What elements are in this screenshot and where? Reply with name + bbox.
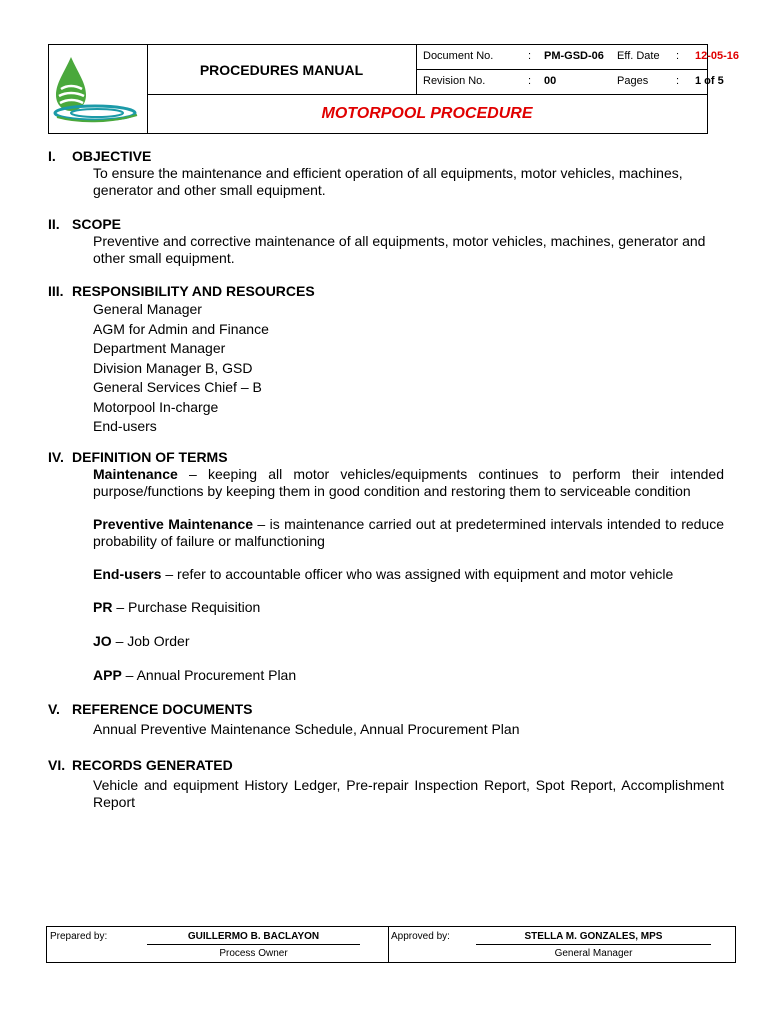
section-heading-scope: II. SCOPE — [48, 216, 122, 232]
definition: – Annual Procurement Plan — [121, 666, 297, 683]
list-item: Department Manager — [93, 340, 226, 356]
definition: – Purchase Requisition — [112, 598, 261, 615]
meta-row-2 — [417, 70, 724, 94]
records-text: Vehicle and equipment History Ledger, Pre-repair Inspection Report, Spot Report, Accomplishment Report — [93, 776, 724, 810]
list-item: Division Manager B, GSD — [93, 359, 253, 376]
eff-date-label: Eff. Date — [617, 50, 660, 62]
definition: – Job Order — [111, 632, 190, 649]
logo-cell — [49, 45, 148, 133]
term: Maintenance — [93, 465, 178, 482]
water-district-logo-icon — [49, 45, 147, 133]
eff-date-value: 12-05-16 — [695, 50, 740, 62]
approved-by-label: Approved by: — [391, 931, 450, 942]
definition-item — [93, 667, 724, 684]
revision-value: 00 — [544, 75, 557, 87]
list-item: AGM for Admin and Finance — [93, 320, 269, 337]
list-item: Motorpool In-charge — [93, 398, 219, 415]
manual-title: PROCEDURES MANUAL — [147, 45, 417, 95]
colon: : — [528, 50, 532, 62]
pages-label: Pages — [617, 75, 649, 87]
section-heading-records: VI. RECORDS GENERATED — [48, 756, 233, 773]
definition-item — [93, 633, 724, 650]
definition-item — [93, 566, 724, 583]
objective-text: To ensure the maintenance and efficient operation of all equipments, motor vehicles, machines, generator and other small equipment. — [93, 165, 683, 198]
section-heading-objective: I. OBJECTIVE — [48, 148, 152, 164]
term: End-users — [93, 565, 162, 582]
document-meta — [417, 45, 740, 95]
doc-no-value: PM-GSD-06 — [544, 50, 604, 62]
signature-line — [476, 944, 711, 945]
pages-value: 1 of 5 — [695, 75, 724, 87]
approved-by-name: STELLA M. GONZALES, MPS — [524, 931, 663, 942]
definition-item — [93, 516, 724, 550]
definitions-list — [93, 466, 724, 684]
responsibility-list — [93, 300, 724, 437]
prepared-by-block — [47, 927, 389, 962]
approved-by-block — [388, 927, 735, 962]
list-item: End-users — [93, 418, 157, 434]
references-text: Annual Preventive Maintenance Schedule, Annual Procurement Plan — [93, 720, 520, 737]
section-heading-references: V. REFERENCE DOCUMENTS — [48, 700, 253, 717]
signature-line — [147, 944, 360, 945]
procedure-title: MOTORPOOL PROCEDURE — [321, 105, 533, 122]
colon: : — [528, 75, 532, 87]
list-item: General Services Chief – B — [93, 379, 262, 395]
approved-by-role: General Manager — [554, 948, 633, 959]
term: PR — [93, 598, 113, 615]
prepared-by-name: GUILLERMO B. BACLAYON — [187, 931, 320, 942]
definition-item — [93, 599, 724, 616]
signature-footer — [46, 926, 736, 963]
document-body — [48, 148, 724, 811]
term: Preventive Maintenance — [93, 515, 254, 532]
definition: – is maintenance carried out at predetermined intervals intended to reduce probability of failure or malfunctioning — [93, 515, 725, 549]
term: APP — [93, 666, 122, 683]
list-item: General Manager — [93, 301, 202, 317]
section-heading-definitions: IV. DEFINITION OF TERMS — [48, 448, 228, 465]
definition: – keeping all motor vehicles/equipments continues to perform their intended purpose/functions by keeping them in good condition and restoring them to serviceable condition — [93, 465, 724, 499]
doc-no-label: Document No. — [423, 50, 494, 62]
document-header — [48, 44, 740, 134]
scope-text: Preventive and corrective maintenance of all equipments, motor vehicles, machines, generator and other small equipment. — [93, 233, 706, 266]
definition: – refer to accountable officer who was assigned with equipment and motor vehicle — [161, 565, 674, 582]
definition-item — [93, 466, 724, 500]
revision-label: Revision No. — [423, 75, 486, 87]
prepared-by-role: Process Owner — [219, 948, 288, 959]
term: JO — [93, 632, 112, 649]
section-heading-responsibility: III. RESPONSIBILITY AND RESOURCES — [48, 283, 315, 299]
meta-row-1 — [417, 45, 740, 70]
colon: : — [676, 75, 680, 87]
colon: : — [676, 50, 680, 62]
prepared-by-label: Prepared by: — [50, 931, 108, 942]
